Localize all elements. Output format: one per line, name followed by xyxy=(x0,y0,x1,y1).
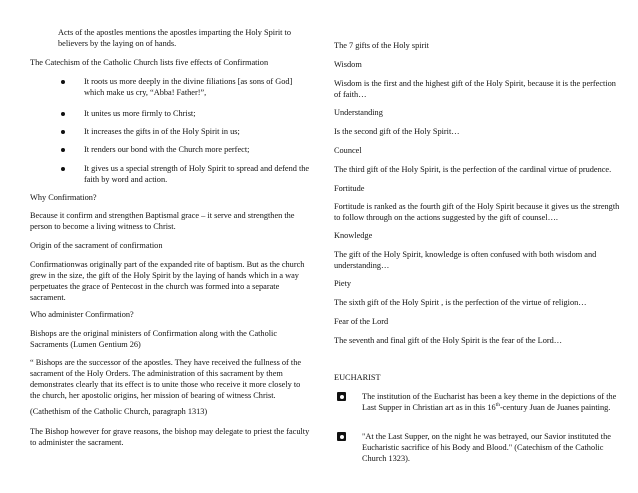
understanding-heading: Understanding xyxy=(334,108,383,117)
counsel-heading: Councel xyxy=(334,146,362,155)
effect-text: It roots us more deeply in the divine filiations [as sons of God] which make us cry, “Abba! Father!”, xyxy=(84,77,293,97)
eucharist-item-text: The institution of the Eucharist has been a key theme in the depictions of the Last Supper in Christian art as in this 16 xyxy=(362,392,617,412)
bullet-dot-icon xyxy=(61,148,65,152)
fortitude-text: Fortitude is ranked as the fourth gift of the Holy Spirit because it gives us the strength to follow through on the actions suggested by the gift of counsel…. xyxy=(334,202,620,222)
bullet-dot-icon xyxy=(61,167,65,171)
who-heading: Who administer Confirmation? xyxy=(30,310,134,319)
list-item xyxy=(58,76,312,98)
origin-text: Confirmationwas originally part of the expanded rite of baptism. But as the church grew in the size, the gift of the Holy Spirit by the laying of hands which in a way perpetuates the grace of Pentecost in the church was formed into a separate sacrament. xyxy=(30,260,305,302)
gifts-heading: The 7 gifts of the Holy spirit xyxy=(334,41,429,50)
knowledge-text: The gift of the Holy Spirit, knowledge is often confused with both wisdom and understanding… xyxy=(334,250,597,270)
wisdom-heading: Wisdom xyxy=(334,60,362,69)
piety-text: The sixth gift of the Holy Spirit , is the perfection of the virtue of religion… xyxy=(334,298,587,307)
fortitude-heading: Fortitude xyxy=(334,184,365,193)
bullet-dot-icon xyxy=(61,80,65,84)
eucharist-item-text-end: -century Juan de Juanes painting. xyxy=(499,403,611,412)
eucharist-item-text: "At the Last Supper, on the night he was betrayed, our Savior instituted the Eucharistic sacrifice of his Body and Blood." (Catechism of the Catholic Church 1323). xyxy=(362,432,611,463)
list-item xyxy=(58,144,312,155)
effect-text: It gives us a special strength of Holy Spirit to spread and defend the faith by word and action. xyxy=(84,164,310,184)
why-heading: Why Confirmation? xyxy=(30,193,97,202)
who-text: Bishops are the original ministers of Confirmation along with the Catholic Sacraments (Lumen Gentium 26) xyxy=(30,329,278,349)
quote-text: “ Bishops are the successor of the apostles. They have received the fullness of the sacrament of the Holy Orders. The administration of this sacrament by them demonstrates clearly that its effect is to unite those who receive it more closely to the church, her apostolic origins, her mission of bearing of witness Christ. xyxy=(30,358,302,400)
ordinal-suffix: th xyxy=(495,402,500,409)
target-bullet-icon xyxy=(337,432,346,441)
bishop-text: The Bishop however for grave reasons, the bishop may delegate to priest the faculty to administer the sacrament. xyxy=(30,427,310,447)
fear-text: The seventh and final gift of the Holy Spirit is the fear of the Lord… xyxy=(334,336,563,345)
acts-note: Acts of the apostles mentions the apostles imparting the Holy Spirit to believers by the laying on of hands. xyxy=(58,28,291,48)
bullet-dot-icon xyxy=(61,130,65,134)
bullet-dot-icon xyxy=(61,112,65,116)
list-item xyxy=(334,391,620,413)
list-item xyxy=(58,126,312,137)
eucharist-heading: EUCHARIST xyxy=(334,373,381,382)
piety-heading: Piety xyxy=(334,279,352,288)
why-text: Because it confirm and strengthen Baptismal grace – it serve and strengthen the person to become a living witness to Christ. xyxy=(30,211,295,231)
counsel-text: The third gift of the Holy Spirit, is the perfection of the cardinal virtue of prudence. xyxy=(334,165,612,174)
effect-text: It unites us more firmly to Christ; xyxy=(84,109,196,118)
list-item xyxy=(58,108,312,119)
effect-text: It increases the gifts in of the Holy Spirit in us; xyxy=(84,127,240,136)
quote-citation: (Cathethism of the Catholic Church, paragraph 1313) xyxy=(30,407,208,416)
target-bullet-icon xyxy=(337,392,346,401)
catechism-intro: The Catechism of the Catholic Church lists five effects of Confirmation xyxy=(30,58,269,67)
understanding-text: Is the second gift of the Holy Spirit… xyxy=(334,127,460,136)
list-item xyxy=(334,431,620,464)
list-item xyxy=(58,163,312,185)
knowledge-heading: Knowledge xyxy=(334,231,373,240)
effect-text: It renders our bond with the Church more perfect; xyxy=(84,145,250,154)
origin-heading: Origin of the sacrament of confirmation xyxy=(30,241,163,250)
fear-heading: Fear of the Lord xyxy=(334,317,389,326)
wisdom-text: Wisdom is the first and the highest gift of the Holy Spirit, because it is the perfection of faith… xyxy=(334,79,616,99)
